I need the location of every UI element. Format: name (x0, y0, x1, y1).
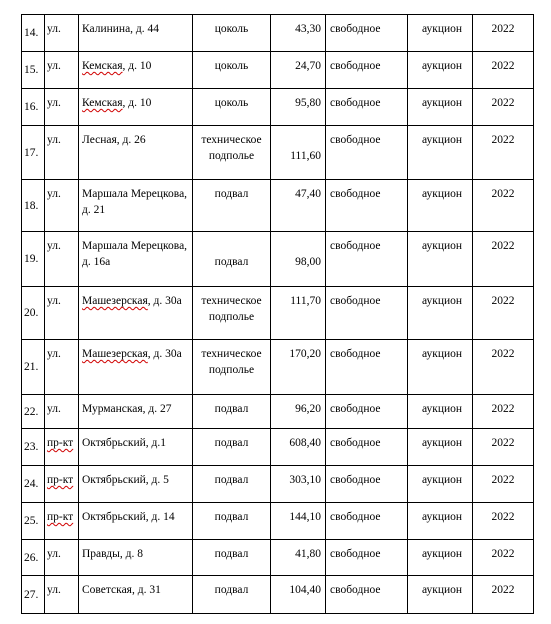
street-type-text: ул. (47, 97, 61, 109)
address-street-name: Машезерская (82, 348, 148, 360)
street-type-cell (45, 503, 79, 540)
method-cell: аукцион (408, 503, 473, 540)
method-cell: аукцион (408, 232, 473, 287)
area-cell: 98,00 (271, 232, 326, 287)
status-cell: свободное (326, 576, 408, 614)
row-number-cell: 16. (22, 89, 45, 126)
year-cell: 2022 (473, 576, 534, 614)
status-cell: свободное (326, 126, 408, 180)
row-number-cell: 17. (22, 126, 45, 180)
year-cell: 2022 (473, 180, 534, 232)
year-cell: 2022 (473, 126, 534, 180)
premises-type-cell: техническое подполье (193, 287, 271, 340)
year-cell: 2022 (473, 15, 534, 52)
year-cell: 2022 (473, 89, 534, 126)
area-cell: 111,60 (271, 126, 326, 180)
area-cell: 144,10 (271, 503, 326, 540)
year-cell: 2022 (473, 466, 534, 503)
street-type-cell (45, 540, 79, 576)
premises-type-cell: цоколь (193, 89, 271, 126)
area-cell: 608,40 (271, 429, 326, 466)
address-text: Советская, д. 31 (82, 584, 161, 596)
street-type-text: пр-кт (47, 474, 74, 486)
table-row (22, 287, 534, 340)
status-cell: свободное (326, 287, 408, 340)
row-number-cell: 15. (22, 52, 45, 89)
status-cell: свободное (326, 15, 408, 52)
street-type-cell (45, 576, 79, 614)
street-type-text: ул. (47, 584, 61, 596)
premises-type-cell: подвал (193, 232, 271, 287)
table-row (22, 395, 534, 429)
area-cell: 111,70 (271, 287, 326, 340)
street-type-text: ул. (47, 240, 61, 252)
street-type-cell (45, 232, 79, 287)
method-cell: аукцион (408, 340, 473, 395)
row-number-cell: 18. (22, 180, 45, 232)
status-cell: свободное (326, 180, 408, 232)
year-cell: 2022 (473, 395, 534, 429)
area-cell: 41,80 (271, 540, 326, 576)
street-type-text: ул. (47, 188, 61, 200)
row-number-cell: 19. (22, 232, 45, 287)
premises-type-cell: цоколь (193, 52, 271, 89)
row-number-cell: 26. (22, 540, 45, 576)
area-cell: 104,40 (271, 576, 326, 614)
row-number-cell: 24. (22, 466, 45, 503)
address-street-name: Машезерская (82, 295, 148, 307)
street-type-cell (45, 180, 79, 232)
status-cell: свободное (326, 540, 408, 576)
premises-type-cell: техническое подполье (193, 126, 271, 180)
address-text: , д. 30а (147, 348, 182, 360)
method-cell: аукцион (408, 576, 473, 614)
street-type-text: ул. (47, 348, 61, 360)
row-number-cell: 22. (22, 395, 45, 429)
address-text: Лесная, д. 26 (82, 134, 146, 146)
address-cell (79, 126, 193, 180)
method-cell: аукцион (408, 52, 473, 89)
table-row (22, 429, 534, 466)
area-cell: 170,20 (271, 340, 326, 395)
year-cell: 2022 (473, 540, 534, 576)
street-type-cell (45, 395, 79, 429)
row-number-cell: 20. (22, 287, 45, 340)
premises-type-cell: подвал (193, 503, 271, 540)
address-street-name: Кемская (82, 97, 123, 109)
area-cell: 96,20 (271, 395, 326, 429)
table-row (22, 52, 534, 89)
year-cell: 2022 (473, 52, 534, 89)
address-cell (79, 429, 193, 466)
address-text: Правды, д. 8 (82, 548, 143, 560)
premises-type-cell: подвал (193, 180, 271, 232)
row-number-cell: 23. (22, 429, 45, 466)
premises-type-cell: техническое подполье (193, 340, 271, 395)
street-type-cell (45, 89, 79, 126)
street-type-cell (45, 126, 79, 180)
year-cell: 2022 (473, 503, 534, 540)
address-text: , д. 30а (147, 295, 182, 307)
address-text: , д. 10 (122, 97, 152, 109)
street-type-text: ул. (47, 134, 61, 146)
street-type-text: ул. (47, 548, 61, 560)
premises-type-cell: цоколь (193, 15, 271, 52)
row-number-cell: 14. (22, 15, 45, 52)
street-type-text: пр-кт (47, 511, 74, 523)
premises-type-cell: подвал (193, 540, 271, 576)
street-type-cell (45, 340, 79, 395)
row-number-cell: 21. (22, 340, 45, 395)
address-text: Октябрьский, д. 14 (82, 511, 175, 523)
address-cell (79, 232, 193, 287)
method-cell: аукцион (408, 466, 473, 503)
street-type-cell (45, 466, 79, 503)
street-type-cell (45, 287, 79, 340)
status-cell: свободное (326, 89, 408, 126)
status-cell: свободное (326, 395, 408, 429)
table-row (22, 89, 534, 126)
street-type-text: ул. (47, 60, 61, 72)
street-type-text: пр-кт (47, 437, 74, 449)
row-number-cell: 27. (22, 576, 45, 614)
address-cell (79, 287, 193, 340)
address-cell (79, 89, 193, 126)
premises-type-cell: подвал (193, 466, 271, 503)
year-cell: 2022 (473, 340, 534, 395)
status-cell: свободное (326, 52, 408, 89)
method-cell: аукцион (408, 89, 473, 126)
method-cell: аукцион (408, 180, 473, 232)
address-cell (79, 52, 193, 89)
table-row (22, 576, 534, 614)
address-text: Калинина, д. 44 (82, 23, 160, 35)
year-cell: 2022 (473, 429, 534, 466)
table-row (22, 503, 534, 540)
table-row (22, 180, 534, 232)
address-cell (79, 576, 193, 614)
address-cell (79, 340, 193, 395)
table-row (22, 466, 534, 503)
table-row (22, 540, 534, 576)
address-text: Октябрьский, д. 5 (82, 474, 169, 486)
status-cell: свободное (326, 429, 408, 466)
area-cell: 303,10 (271, 466, 326, 503)
method-cell: аукцион (408, 540, 473, 576)
address-cell (79, 180, 193, 232)
method-cell: аукцион (408, 287, 473, 340)
table-row (22, 232, 534, 287)
year-cell: 2022 (473, 287, 534, 340)
street-type-cell (45, 429, 79, 466)
status-cell: свободное (326, 503, 408, 540)
status-cell: свободное (326, 466, 408, 503)
area-cell: 43,30 (271, 15, 326, 52)
address-cell (79, 466, 193, 503)
area-cell: 24,70 (271, 52, 326, 89)
property-table (21, 14, 534, 614)
address-text: Маршала Мерецкова, д. 21 (82, 188, 188, 216)
address-cell (79, 503, 193, 540)
street-type-cell (45, 15, 79, 52)
method-cell: аукцион (408, 126, 473, 180)
row-number-cell: 25. (22, 503, 45, 540)
table-row (22, 15, 534, 52)
address-cell (79, 395, 193, 429)
address-text: , д. 10 (122, 60, 152, 72)
table-row (22, 126, 534, 180)
method-cell: аукцион (408, 429, 473, 466)
street-type-text: ул. (47, 295, 61, 307)
method-cell: аукцион (408, 15, 473, 52)
address-cell (79, 540, 193, 576)
area-cell: 95,80 (271, 89, 326, 126)
street-type-cell (45, 52, 79, 89)
method-cell: аукцион (408, 395, 473, 429)
address-text: Мурманская, д. 27 (82, 403, 172, 415)
table-row (22, 340, 534, 395)
year-cell: 2022 (473, 232, 534, 287)
address-street-name: Кемская (82, 60, 123, 72)
premises-type-cell: подвал (193, 429, 271, 466)
premises-type-cell: подвал (193, 576, 271, 614)
area-cell: 47,40 (271, 180, 326, 232)
premises-type-cell: подвал (193, 395, 271, 429)
status-cell: свободное (326, 232, 408, 287)
address-text: Октябрьский, д.1 (82, 437, 166, 449)
street-type-text: ул. (47, 403, 61, 415)
street-type-text: ул. (47, 23, 61, 35)
address-text: Маршала Мерецкова, д. 16а (82, 240, 188, 268)
status-cell: свободное (326, 340, 408, 395)
address-cell (79, 15, 193, 52)
